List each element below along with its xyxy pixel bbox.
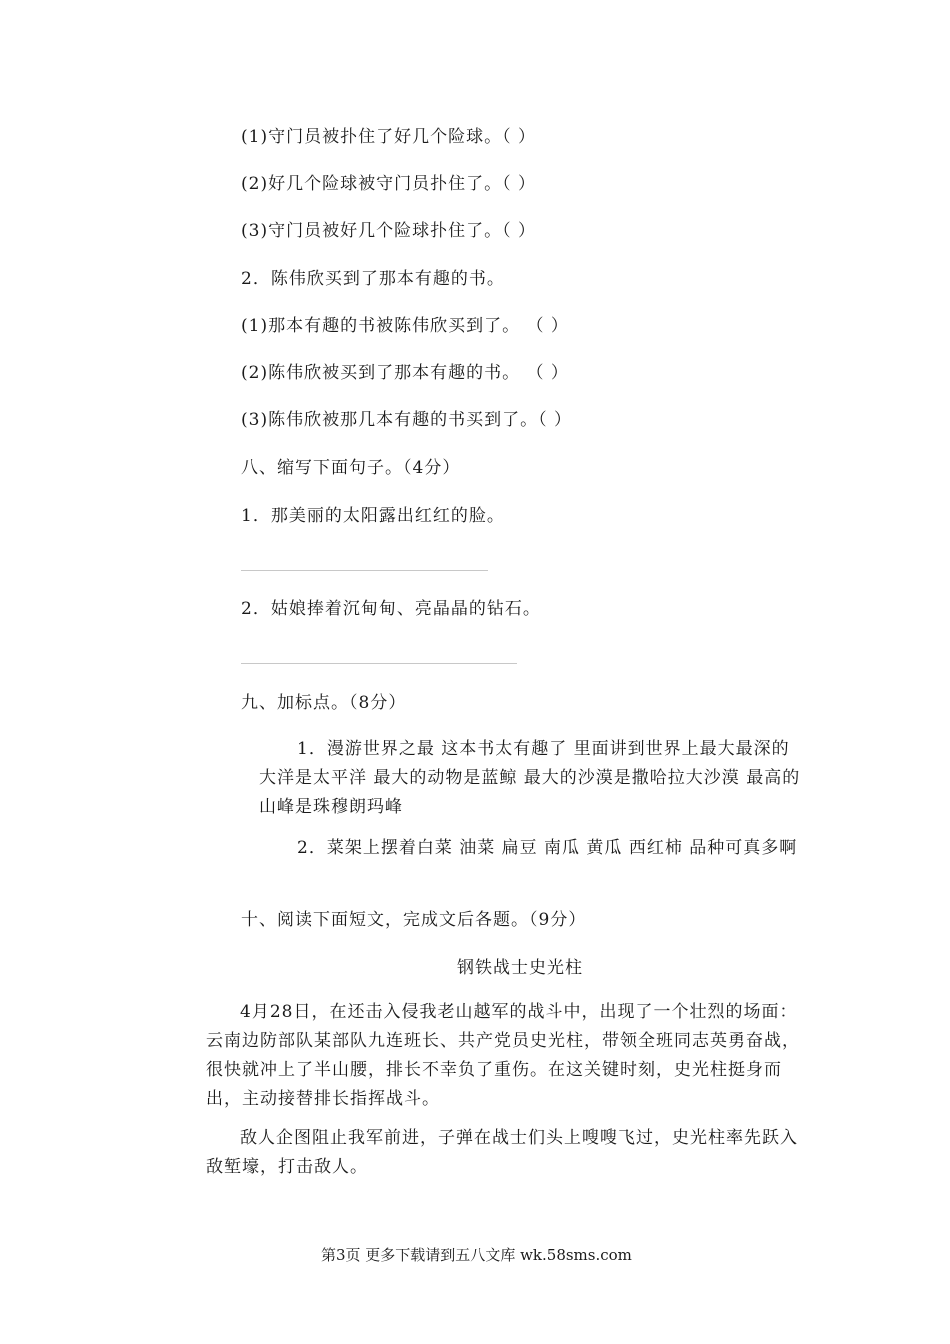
- section-heading: 九、加标点。（8分）: [241, 693, 407, 713]
- passage-paragraph: 4月28日，在还击入侵我老山越军的战斗中，出现了一个壮烈的场面：云南边防部队某部队九连班长、共产党员史光柱，带领全班同志英勇奋战，很快就冲上了半山腰，排长不幸负了重伤。在这关键时刻，史光柱挺身而出，主动接替排长指挥战斗。: [206, 1002, 800, 1109]
- question-item: (2)好几个险球被守门员扑住了。（ ）: [241, 174, 536, 194]
- section-heading: 八、缩写下面句子。（4分）: [241, 458, 461, 478]
- question-item: 2．陈伟欣买到了那本有趣的书。: [241, 269, 505, 289]
- question-item: (1)守门员被扑住了好几个险球。（ ）: [241, 127, 536, 147]
- punctuation-question: 2．菜架上摆着白菜 油菜 扁豆 南瓜 黄瓜 西红柿 品种可真多啊: [297, 838, 798, 858]
- answer-line: [241, 663, 517, 664]
- section-heading: 十、阅读下面短文，完成文后各题。（9分）: [241, 910, 587, 930]
- question-item: 2．姑娘捧着沉甸甸、亮晶晶的钻石。: [241, 599, 541, 619]
- passage-title: 钢铁战士史光柱: [457, 958, 583, 978]
- question-item: (3)陈伟欣被那几本有趣的书买到了。（ ）: [241, 410, 572, 430]
- question-item: (1)那本有趣的书被陈伟欣买到了。 （ ）: [241, 316, 569, 336]
- passage-paragraph: 敌人企图阻止我军前进，子弹在战士们头上嗖嗖飞过，史光柱率先跃入敌堑壕，打击敌人。: [206, 1128, 798, 1177]
- question-item: 1．那美丽的太阳露出红红的脸。: [241, 506, 505, 526]
- page-footer: 第3页 更多下载请到五八文库 wk.58sms.com: [321, 1246, 632, 1264]
- question-item: (3)守门员被好几个险球扑住了。（ ）: [241, 221, 536, 241]
- punctuation-question: 1．漫游世界之最 这本书太有趣了 里面讲到世界上最大最深的大洋是太平洋 最大的动物是蓝鲸 最大的沙漠是撒哈拉大沙漠 最高的山峰是珠穆朗玛峰: [259, 739, 801, 817]
- question-item: (2)陈伟欣被买到了那本有趣的书。 （ ）: [241, 363, 569, 383]
- answer-line: [241, 570, 488, 571]
